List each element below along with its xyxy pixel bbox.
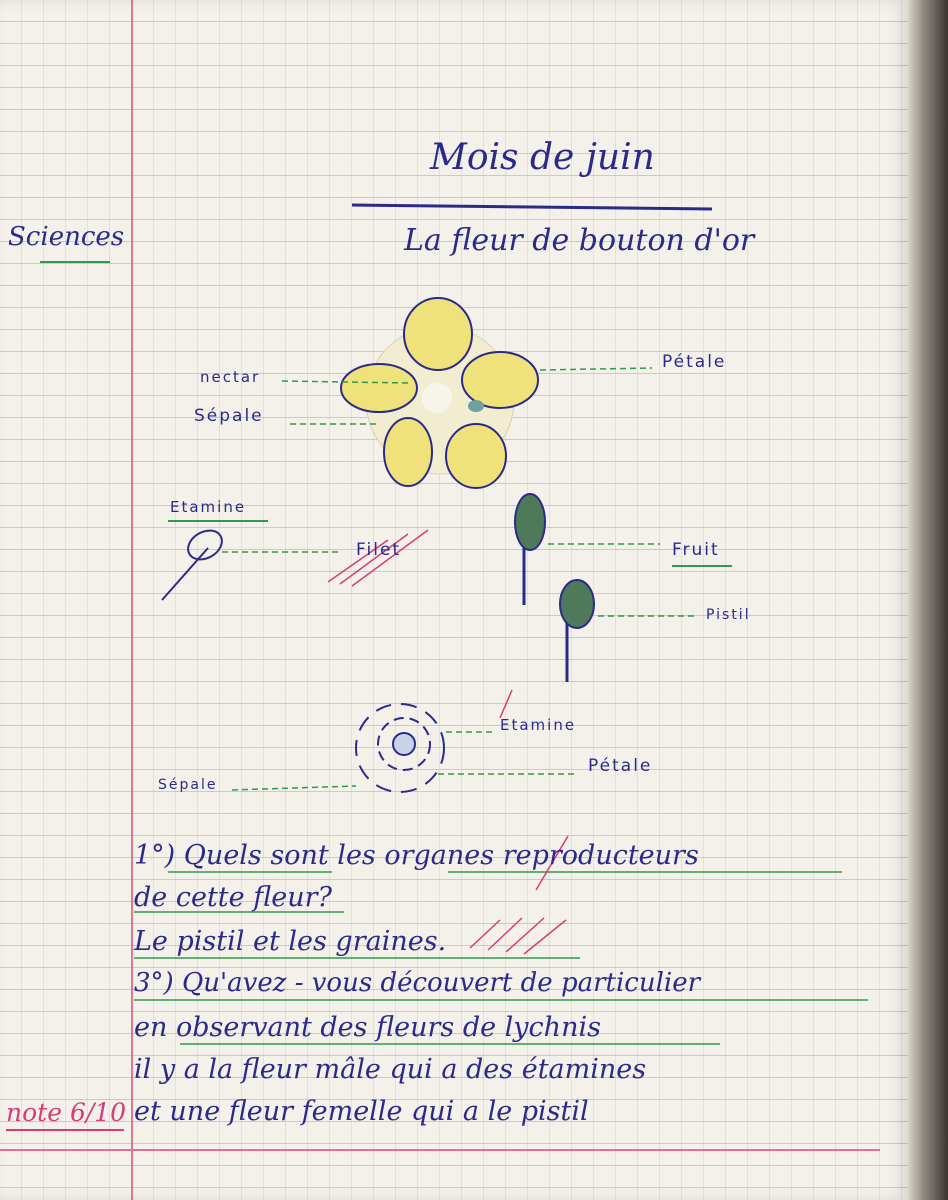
pistil-drawing [560, 580, 594, 682]
floral-diagram-drawing [356, 704, 444, 792]
etamine-correction-mark [500, 690, 512, 718]
flower-center [422, 383, 452, 413]
label-nectar: nectar [200, 368, 261, 386]
label-sepale-top: Sépale [194, 406, 264, 426]
next-page-edge [908, 0, 948, 1200]
label-petale-top: Pétale [662, 352, 727, 372]
subject-label: Sciences [8, 222, 125, 252]
answer-3-line-1: il y a la fleur mâle qui a des étamines [134, 1054, 647, 1085]
question-3-line-1: 3°) Qu'avez - vous découvert de particulier [134, 968, 701, 998]
petal-bottom-left [384, 418, 432, 486]
petal-right [462, 352, 538, 408]
leader-sepale-bottom [232, 786, 356, 790]
answer-1: Le pistil et les graines. [134, 926, 447, 957]
answer-3-line-2: et une fleur femelle qui a le pistil [134, 1096, 589, 1127]
question-1-line-1: 1°) Quels sont les organes reproducteurs [134, 840, 699, 871]
label-etamine-bottom: Etamine [500, 716, 577, 734]
stamen-drawing [162, 525, 227, 600]
question-1-line-2: de cette fleur? [134, 882, 332, 913]
petal-bottom-right [446, 424, 506, 488]
fruit-drawing [515, 494, 545, 605]
sepal-mark [468, 400, 484, 412]
lesson-title: La fleur de bouton d'or [404, 223, 755, 258]
question-3-line-2: en observant des fleurs de lychnis [134, 1012, 601, 1043]
buttercup-flower-drawing [341, 298, 538, 488]
grade-note: note 6/10 [6, 1098, 127, 1127]
petal-top [404, 298, 472, 370]
label-etamine-top: Etamine [170, 498, 247, 516]
label-filet: Filet [356, 540, 402, 560]
label-fruit: Fruit [672, 540, 720, 560]
petal-left [341, 364, 417, 412]
page-title: Mois de juin [430, 137, 655, 178]
label-petale-bottom: Pétale [588, 756, 653, 776]
leader-petale [540, 368, 652, 370]
label-pistil: Pistil [706, 607, 751, 623]
title-underline [352, 205, 712, 209]
label-sepale-bottom: Sépale [158, 777, 218, 793]
